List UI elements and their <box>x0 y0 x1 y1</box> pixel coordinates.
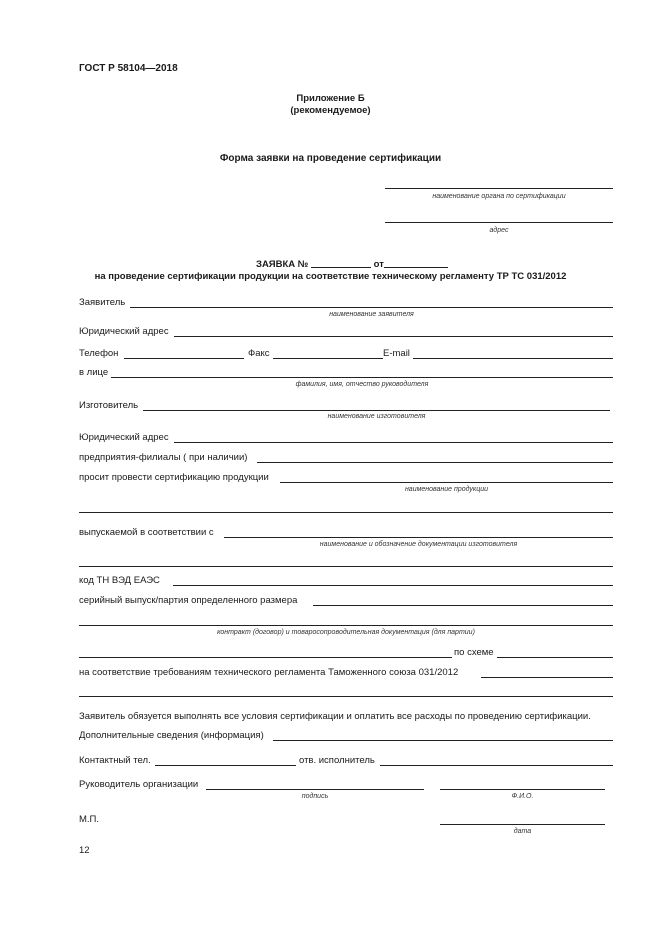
serial-label: серийный выпуск/партия определенного размера <box>79 595 298 606</box>
address-caption: адрес <box>489 227 509 234</box>
conformity-line <box>481 677 613 678</box>
product-line-2 <box>79 512 613 513</box>
manufacturer-caption: наименование изготовителя <box>327 413 426 420</box>
page-number: 12 <box>79 845 90 856</box>
address-line <box>385 222 613 223</box>
appendix-note: (рекомендуемое) <box>290 105 371 116</box>
application-title-mid: от <box>373 259 384 270</box>
in-person-caption: фамилия, имя, отчество руководителя <box>295 381 429 388</box>
signature-caption: подпись <box>301 793 329 800</box>
organ-line <box>385 188 613 189</box>
email-line <box>413 358 613 359</box>
contract-line <box>79 625 613 626</box>
application-date-line <box>384 267 448 268</box>
branches-label: предприятия-филиалы ( при наличии) <box>79 452 248 463</box>
phone-line <box>124 358 244 359</box>
additional-label: Дополнительные сведения (информация) <box>79 730 264 741</box>
produced-per-label: выпускаемой в соответствии с <box>79 527 214 538</box>
additional-line <box>273 740 613 741</box>
serial-line <box>313 605 613 606</box>
documentation-line-2 <box>79 566 613 567</box>
legal-address-line <box>174 336 613 337</box>
product-caption: наименование продукции <box>404 486 489 493</box>
product-line <box>280 482 613 483</box>
standard-number: ГОСТ Р 58104—2018 <box>79 63 178 74</box>
application-number-line <box>311 267 371 268</box>
fax-label: Факс <box>248 348 270 359</box>
head-label: Руководитель организации <box>79 779 199 790</box>
date-line <box>440 824 605 825</box>
conformity-line-2 <box>79 696 613 697</box>
in-person-line <box>111 377 613 378</box>
signature-line <box>206 789 424 790</box>
contract-caption: контракт (договор) и товаросопроводительная документация (для партии) <box>217 629 475 636</box>
application-title <box>256 259 448 270</box>
in-person-label: в лице <box>79 367 109 378</box>
name-caption: Ф.И.О. <box>511 793 534 800</box>
email-label: E-mail <box>383 348 410 359</box>
branches-line <box>257 462 613 463</box>
responsible-line <box>380 765 613 766</box>
manufacturer-label: Изготовитель <box>79 400 139 411</box>
date-caption: дата <box>513 828 532 835</box>
documentation-line <box>224 537 613 538</box>
legal-address2-line <box>174 442 613 443</box>
scheme-line <box>497 657 613 658</box>
form-title: Форма заявки на проведение сертификации <box>219 153 442 164</box>
fax-line <box>273 358 383 359</box>
contact-phone-line <box>155 765 296 766</box>
stamp-label: М.П. <box>79 814 100 825</box>
organ-caption: наименование органа по сертификации <box>432 193 566 200</box>
applicant-caption: наименование заявителя <box>329 311 414 318</box>
applicant-label: Заявитель <box>79 297 126 308</box>
obligation-text: Заявитель обязуется выполнять все условия сертификации и оплатить все расходы по проведению сертификации. <box>79 711 591 722</box>
responsible-label: отв. исполнитель <box>299 755 375 766</box>
legal-address-label: Юридический адрес <box>79 326 169 337</box>
contact-phone-label: Контактный тел. <box>79 755 151 766</box>
scheme-label: по схеме <box>454 647 494 658</box>
phone-label: Телефон <box>79 348 119 359</box>
tn-ved-label: код ТН ВЭД ЕАЭС <box>79 575 160 586</box>
conformity-label: на соответствие требованиям технического регламента Таможенного союза 031/2012 <box>79 667 459 678</box>
appendix-title: Приложение Б <box>296 93 365 104</box>
documentation-caption: наименование и обозначение документации изготовителя <box>319 541 518 548</box>
tn-ved-line <box>173 585 613 586</box>
scheme-prefix-line <box>79 657 452 658</box>
application-subtitle: на проведение сертификации продукции на соответствие техническому регламенту ТР ТС 031/2012 <box>94 271 567 282</box>
legal-address2-label: Юридический адрес <box>79 432 169 443</box>
request-label: просит провести сертификацию продукции <box>79 472 269 483</box>
head-name-line <box>440 789 605 790</box>
manufacturer-line <box>143 410 610 411</box>
application-title-prefix: ЗАЯВКА № <box>256 259 309 270</box>
applicant-line <box>130 307 613 308</box>
